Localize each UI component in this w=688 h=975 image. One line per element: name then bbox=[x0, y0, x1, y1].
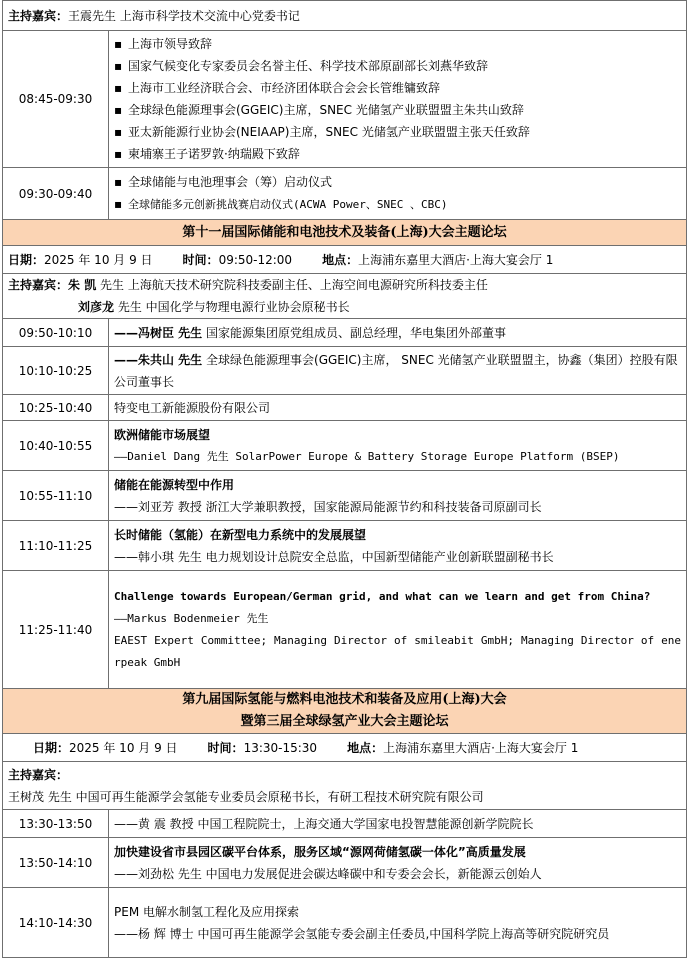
list-item bbox=[114, 55, 681, 77]
time-cell: 10:25-10:40 bbox=[3, 395, 109, 421]
speaker-line: ——韩小琪 先生 电力规划设计总院安全总监，中国新型储能产业创新联盟副秘书长 bbox=[114, 549, 554, 564]
table-row bbox=[3, 571, 687, 689]
list-item-text: 上海市领导致辞 bbox=[128, 37, 213, 51]
session1-host-row bbox=[3, 1, 687, 31]
table-row bbox=[3, 347, 687, 395]
talk-cell bbox=[109, 521, 687, 571]
time-label: 时间： bbox=[207, 740, 244, 755]
talk-topic: 储能在能源转型中作用 bbox=[114, 477, 235, 492]
bullet-list bbox=[109, 168, 687, 220]
speaker-desc: 国家能源集团原党组成员、副总经理，华电集团外部董事 bbox=[206, 325, 507, 340]
table-row bbox=[3, 888, 687, 958]
list-item bbox=[114, 33, 681, 55]
date-label: 日期： bbox=[8, 252, 45, 267]
list-item-text: 全球储能多元创新挑战赛启动仪式(ACWA Power、SNEC 、CBC) bbox=[128, 198, 448, 211]
talk-cell bbox=[109, 838, 687, 888]
time-value: 09:50-12:00 bbox=[218, 252, 293, 267]
time-cell: 11:25-11:40 bbox=[3, 571, 109, 689]
bullet-icon: ▪ bbox=[114, 147, 123, 161]
bullet-icon: ▪ bbox=[114, 125, 123, 139]
speaker-line: ——Daniel Dang 先生 SolarPower Europe & Battery Storage Europe Platform (BSEP) bbox=[114, 449, 620, 463]
place-label: 地点： bbox=[322, 252, 359, 267]
talk-cell bbox=[109, 471, 687, 521]
list-item-text: 柬埔寨王子诺罗敦·纳瑞殿下致辞 bbox=[128, 147, 300, 161]
host-label: 主持嘉宾： bbox=[8, 278, 69, 292]
speaker-line: ——刘亚芳 教授 浙江大学兼职教授，国家能源局能源节约和科技装备司原副司长 bbox=[114, 499, 542, 514]
session-info-row bbox=[3, 734, 687, 762]
time-cell: 09:50-10:10 bbox=[3, 319, 109, 347]
speaker: ——朱共山 先生 bbox=[114, 352, 203, 367]
speaker-line: ——杨 辉 博士 中国可再生能源学会氢能专委会副主任委员,中国科学院上海高等研究院研究员 bbox=[114, 926, 610, 941]
speaker: ——黄 震 教授 bbox=[114, 816, 194, 831]
list-item-text: 上海市工业经济联合会、市经济团体联合会会长管维镛致辞 bbox=[128, 81, 441, 95]
bullet-icon: ▪ bbox=[114, 59, 123, 73]
section-title-row bbox=[3, 220, 687, 246]
speaker-desc: 中国工程院院士，上海交通大学国家电投智慧能源创新学院院长 bbox=[197, 816, 534, 831]
time-cell: 10:10-10:25 bbox=[3, 347, 109, 395]
list-item bbox=[114, 99, 681, 121]
list-item bbox=[114, 193, 681, 216]
time-cell: 09:30-09:40 bbox=[3, 168, 109, 220]
speaker-desc: 全球绿色能源理事会(GGEIC)主席， SNEC 光储氢产业联盟盟主，协鑫（集团）控股有限公司董事长 bbox=[114, 352, 678, 389]
time-cell: 13:50-14:10 bbox=[3, 838, 109, 888]
list-item-text: 全球绿色能源理事会(GGEIC)主席，SNEC 光储氢产业联盟盟主朱共山致辞 bbox=[128, 103, 524, 117]
table-row bbox=[3, 168, 687, 220]
section-title-row bbox=[3, 689, 687, 734]
time-cell: 11:10-11:25 bbox=[3, 521, 109, 571]
table-row bbox=[3, 838, 687, 888]
talk-topic: 长时储能（氢能）在新型电力系统中的发展展望 bbox=[114, 527, 367, 542]
session1-host bbox=[3, 1, 687, 31]
section-title-line1: 第九届国际氢能与燃料电池技术和装备及应用(上海)大会 bbox=[182, 692, 507, 707]
host-name: 刘彦龙 bbox=[78, 300, 115, 314]
table-row bbox=[3, 471, 687, 521]
table-row bbox=[3, 810, 687, 838]
bullet-icon: ▪ bbox=[114, 37, 123, 51]
bullet-icon: ▪ bbox=[114, 103, 123, 117]
time-cell: 10:40-10:55 bbox=[3, 421, 109, 471]
section-title bbox=[3, 689, 687, 734]
talk-cell bbox=[109, 319, 687, 347]
speaker-affiliation: EAEST Expert Committee; Managing Director of smileabit GmbH; Managing Director of enerpeak GmbH bbox=[114, 633, 681, 669]
talk-topic: 欧洲储能市场展望 bbox=[114, 427, 211, 442]
list-item-text: 全球储能与电池理事会（筹）启动仪式 bbox=[128, 175, 333, 189]
date-value: 2025 年 10 月 9 日 bbox=[69, 740, 178, 755]
talk-cell bbox=[109, 810, 687, 838]
list-item bbox=[114, 121, 681, 143]
time-value: 13:30-15:30 bbox=[243, 740, 318, 755]
time-cell: 08:45-09:30 bbox=[3, 31, 109, 168]
time-cell: 14:10-14:30 bbox=[3, 888, 109, 958]
talk-cell bbox=[109, 571, 687, 689]
session-info bbox=[3, 734, 687, 762]
bullet-icon: ▪ bbox=[114, 197, 123, 211]
bullet-list bbox=[109, 31, 687, 168]
table-row bbox=[3, 421, 687, 471]
list-item bbox=[114, 77, 681, 99]
host-text: 先生 中国化学与物理电源行业协会原秘书长 bbox=[117, 300, 350, 314]
list-item-text: 亚太新能源行业协会(NEIAAP)主席，SNEC 光储氢产业联盟盟主张天任致辞 bbox=[128, 125, 530, 139]
place-value: 上海浦东嘉里大酒店·上海大宴会厅 1 bbox=[358, 252, 554, 267]
speaker-line: ——刘劲松 先生 中国电力发展促进会碳达峰碳中和专委会会长，新能源云创始人 bbox=[114, 866, 542, 881]
talk-cell: 特变电工新能源股份有限公司 bbox=[109, 395, 687, 421]
session-host-row bbox=[3, 762, 687, 810]
session-host-row bbox=[3, 274, 687, 319]
section-title: 第十一届国际储能和电池技术及装备(上海)大会主题论坛 bbox=[3, 220, 687, 246]
host-name: 朱 凯 bbox=[68, 278, 97, 292]
bullet-icon: ▪ bbox=[114, 81, 123, 95]
host-label: 主持嘉宾： bbox=[8, 8, 69, 23]
date-label: 日期： bbox=[33, 740, 70, 755]
session-info bbox=[3, 246, 687, 274]
agenda-table bbox=[2, 0, 687, 958]
host-text: 先生 上海航天技术研究院科技委副主任、上海空间电源研究所科技委主任 bbox=[100, 278, 488, 292]
place-label: 地点： bbox=[347, 740, 384, 755]
talk-cell bbox=[109, 421, 687, 471]
place-value: 上海浦东嘉里大酒店·上海大宴会厅 1 bbox=[383, 740, 579, 755]
talk-topic: PEM 电解水制氢工程化及应用探索 bbox=[114, 904, 299, 919]
host-label: 主持嘉宾： bbox=[8, 767, 69, 782]
time-cell: 10:55-11:10 bbox=[3, 471, 109, 521]
table-row bbox=[3, 395, 687, 421]
table-row bbox=[3, 521, 687, 571]
list-item bbox=[114, 143, 681, 165]
session-host bbox=[3, 762, 687, 810]
time-label: 时间： bbox=[182, 252, 219, 267]
host-text: 王树茂 先生 中国可再生能源学会氢能专业委员会原秘书长，有研工程技术研究院有限公司 bbox=[8, 789, 484, 804]
talk-topic: Challenge towards European/German grid, and what can we learn and get from China? bbox=[114, 589, 651, 603]
bullet-icon: ▪ bbox=[114, 175, 123, 189]
talk-cell bbox=[109, 347, 687, 395]
speaker: ——冯树臣 先生 bbox=[114, 325, 203, 340]
session-info-row bbox=[3, 246, 687, 274]
talk-topic: 加快建设省市县园区碳平台体系，服务区域“源网荷储氢碳一体化”高质量发展 bbox=[114, 844, 526, 859]
list-item-text: 国家气候变化专家委员会名誉主任、科学技术部原副部长刘燕华致辞 bbox=[128, 59, 489, 73]
talk-cell bbox=[109, 888, 687, 958]
time-cell: 13:30-13:50 bbox=[3, 810, 109, 838]
section-title-line2: 暨第三届全球绿氢产业大会主题论坛 bbox=[240, 714, 449, 729]
table-row bbox=[3, 31, 687, 168]
date-value: 2025 年 10 月 9 日 bbox=[44, 252, 153, 267]
host-text: 王震先生 上海市科学技术交流中心党委书记 bbox=[68, 8, 300, 23]
table-row bbox=[3, 319, 687, 347]
session-host bbox=[3, 274, 687, 319]
speaker-line: ——Markus Bodenmeier 先生 bbox=[114, 611, 269, 625]
list-item bbox=[114, 171, 681, 193]
